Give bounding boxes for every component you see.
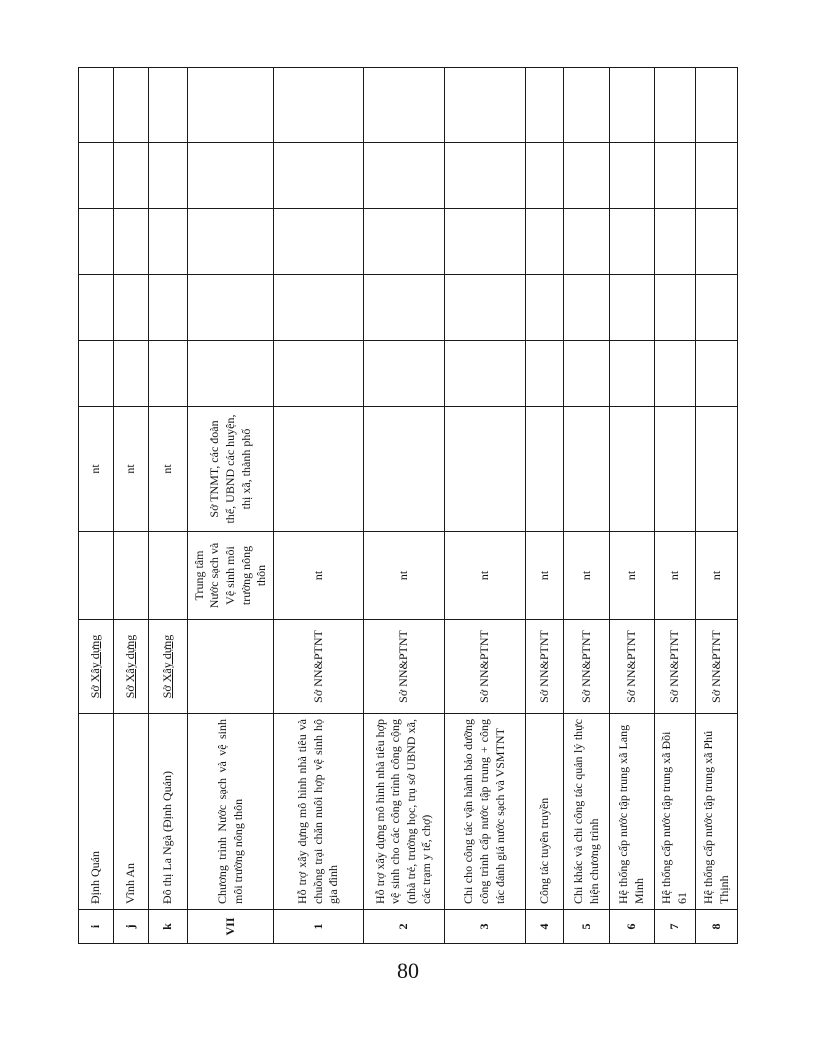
empty-cell [114,143,148,209]
empty-cell [444,275,525,341]
empty-cell [363,275,444,341]
empty-cell [274,341,363,407]
table-row [148,68,188,944]
empty-cell [79,68,114,143]
empty-cell [444,209,525,275]
empty-cell [696,341,738,407]
empty-cell [188,68,274,143]
empty-cell [363,209,444,275]
empty-cell [525,275,563,341]
row-number: VII [188,910,274,944]
empty-cell [654,341,696,407]
coordinating-unit: nt [564,532,610,620]
empty-cell [188,143,274,209]
coordinating-unit [148,532,188,620]
row-content: Hệ thống cấp nước tập trung xã Phú Thịnh [696,714,738,910]
table-row [654,68,696,944]
empty-cell [610,341,655,407]
row-content: Công tác tuyên truyền [525,714,563,910]
empty-cell [114,68,148,143]
empty-cell [564,209,610,275]
cooperating-agencies [564,407,610,532]
lead-agency-text: Sở Xây dựng [88,634,103,699]
row-number: i [79,910,114,944]
table-row [564,68,610,944]
empty-cell [79,143,114,209]
empty-cell [79,275,114,341]
empty-cell [564,68,610,143]
row-number: 1 [274,910,363,944]
lead-agency: Sở NN&PTNT [564,620,610,714]
coordinating-unit: nt [696,532,738,620]
empty-cell [610,209,655,275]
lead-agency: Sở NN&PTNT [654,620,696,714]
empty-cell [148,68,188,143]
row-number: 7 [654,910,696,944]
row-number: 3 [444,910,525,944]
empty-cell [654,275,696,341]
row-content: Định Quán [79,714,114,910]
table-row [610,68,655,944]
empty-cell [696,275,738,341]
row-content: Đô thị La Ngà (Định Quán) [148,714,188,910]
row-content: Vĩnh An [114,714,148,910]
lead-agency [79,620,114,714]
empty-cell [696,68,738,143]
cooperating-agencies: Sở TNMT, các đoàn thể, UBND các huyện, thị xã, thành phố [188,407,274,532]
row-content: Hỗ trợ xây dựng mô hình nhà tiêu hợp vệ sinh cho các công trình công cộng (nhà trẻ, trường học, trụ sở UBND xã, các trạm y tế, chợ) [363,714,444,910]
empty-cell [564,341,610,407]
row-number: 6 [610,910,655,944]
empty-cell [525,68,563,143]
lead-agency: Sở NN&PTNT [696,620,738,714]
empty-cell [610,275,655,341]
row-content: Chi khác và chi công tác quản lý thực hiện chương trình [564,714,610,910]
empty-cell [363,341,444,407]
lead-agency: Sở NN&PTNT [363,620,444,714]
row-content: Hỗ trợ xây dựng mô hình nhà tiêu và chuồng trại chăn nuôi hợp vệ sinh hộ gia đình [274,714,363,910]
page-number: 80 [397,958,419,983]
cooperating-agencies [274,407,363,532]
table-row [274,68,363,944]
empty-cell [148,143,188,209]
coordinating-unit: nt [444,532,525,620]
empty-cell [148,275,188,341]
coordinating-unit [114,532,148,620]
table-row [696,68,738,944]
coordinating-unit: nt [654,532,696,620]
lead-agency: Sở NN&PTNT [525,620,563,714]
empty-cell [564,143,610,209]
lead-agency-text: Sở Xây dựng [123,634,138,699]
empty-cell [696,209,738,275]
empty-cell [363,143,444,209]
cooperating-agencies: nt [148,407,188,532]
empty-cell [148,341,188,407]
empty-cell [114,209,148,275]
table-body [79,68,738,944]
coordinating-unit: nt [363,532,444,620]
table-row [188,68,274,944]
cooperating-agencies: nt [114,407,148,532]
lead-agency [148,620,188,714]
empty-cell [444,68,525,143]
empty-cell [79,209,114,275]
row-number: 2 [363,910,444,944]
empty-cell [274,143,363,209]
empty-cell [696,143,738,209]
row-content: Hệ thống cấp nước tập trung xã Lang Minh [610,714,655,910]
lead-agency [114,620,148,714]
coordinating-unit: nt [274,532,363,620]
empty-cell [654,209,696,275]
empty-cell [610,68,655,143]
table-row [363,68,444,944]
lead-agency [188,620,274,714]
table-row [444,68,525,944]
coordinating-unit: nt [610,532,655,620]
empty-cell [444,341,525,407]
empty-cell [564,275,610,341]
row-content: Hệ thống cấp nước tập trung xã Đồi 61 [654,714,696,910]
cooperating-agencies [525,407,563,532]
table-row [525,68,563,944]
cooperating-agencies [610,407,655,532]
cooperating-agencies [444,407,525,532]
lead-agency: Sở NN&PTNT [610,620,655,714]
empty-cell [114,341,148,407]
empty-cell [525,143,563,209]
cooperating-agencies: nt [79,407,114,532]
empty-cell [610,143,655,209]
table-row [79,68,114,944]
rotated-table-wrapper [78,68,738,944]
row-content: Chương trình Nước sạch và vệ sinh môi trường nông thôn [188,714,274,910]
empty-cell [274,68,363,143]
program-table [78,67,738,944]
empty-cell [654,143,696,209]
row-number: 8 [696,910,738,944]
row-number: k [148,910,188,944]
empty-cell [188,209,274,275]
empty-cell [188,275,274,341]
table-row [114,68,148,944]
empty-cell [525,209,563,275]
row-number: 5 [564,910,610,944]
row-number: 4 [525,910,563,944]
empty-cell [188,341,274,407]
lead-agency-text: Sở Xây dựng [160,634,175,699]
cooperating-agencies [654,407,696,532]
empty-cell [274,209,363,275]
empty-cell [274,275,363,341]
coordinating-unit: nt [525,532,563,620]
coordinating-unit [79,532,114,620]
empty-cell [525,341,563,407]
lead-agency: Sở NN&PTNT [274,620,363,714]
row-content: Chi cho công tác vận hành bảo dưỡng công trình cấp nước tập trung + công tác đánh giá nước sạch và VSMTNT [444,714,525,910]
empty-cell [79,341,114,407]
empty-cell [444,143,525,209]
cooperating-agencies [696,407,738,532]
empty-cell [654,68,696,143]
coordinating-unit: Trung tâm Nước sạch và Vệ sinh môi trường nông thôn [188,532,274,620]
cooperating-agencies [363,407,444,532]
empty-cell [363,68,444,143]
empty-cell [114,275,148,341]
empty-cell [148,209,188,275]
lead-agency: Sở NN&PTNT [444,620,525,714]
row-number: j [114,910,148,944]
